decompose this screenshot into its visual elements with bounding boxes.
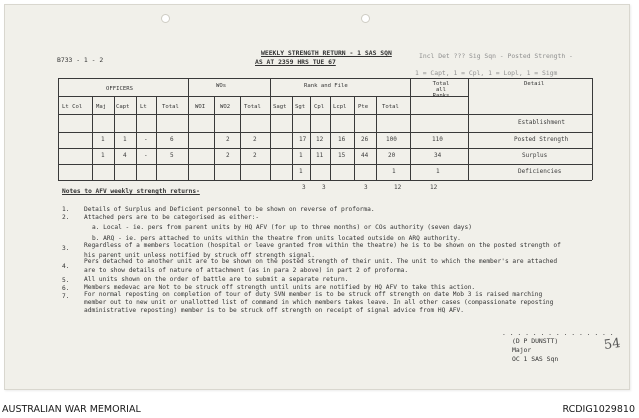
note-num: 3. — [62, 245, 70, 252]
header-officers: OFFICERS — [106, 86, 133, 92]
archive-footer — [0, 401, 639, 418]
cell-posted-wo2: 2 — [226, 136, 230, 143]
note-text: b. ARQ - ie. pers attached to units within the theatre from units located outside on ARQ authority. — [92, 235, 461, 242]
header-rank-file: Rank and File — [304, 83, 348, 89]
cell-deficiencies-all-ranks: 1 — [436, 168, 440, 175]
cell-surplus-pte: 44 — [361, 152, 369, 159]
note-text: administrative reposting) member is to be struck off strength on receipt of signal advice from HQ AFV. — [84, 307, 464, 314]
notes-heading: Notes to AFV weekly strength returns- — [62, 188, 200, 195]
document-title-date: AS AT 2359 HRS TUE 67 — [255, 58, 336, 66]
note-num: 5. — [62, 277, 70, 284]
cell-surplus-all-ranks: 34 — [434, 152, 442, 159]
header-wos: WOs — [216, 83, 227, 89]
note-num: 7. — [62, 293, 70, 300]
col-ssgt: Sagt — [273, 104, 287, 110]
col-wo1: WOI — [195, 104, 206, 110]
header-total-all-ranks: Total all Ranks — [432, 81, 450, 99]
note-num: 6. — [62, 285, 70, 292]
cell-surplus-wo2: 2 — [226, 152, 230, 159]
cell-posted-all-ranks: 110 — [432, 136, 443, 143]
bottom-mark: 12 — [394, 184, 402, 191]
cell-surplus-sgt: 1 — [299, 152, 303, 159]
cell-posted-rank-total: 100 — [386, 136, 397, 143]
note-text: member out to new unit or unallotted list of command in which members takes leave. In all other cases (compassionate reposting — [84, 299, 554, 306]
col-lt-col: Lt Col — [62, 104, 83, 110]
note-num: 2. — [62, 214, 70, 221]
note-text: are to show details of nature of attachment (as in para 2 above) in part 2 of proforma. — [84, 267, 409, 274]
cell-surplus-capt: 4 — [123, 152, 127, 159]
bottom-mark: 3 — [322, 184, 326, 191]
cell-posted-pte: 26 — [361, 136, 369, 143]
note-num: 4. — [62, 263, 70, 270]
cell-posted-lcpl: 16 — [338, 136, 346, 143]
col-lcpl: Lcpl — [333, 104, 347, 110]
note-text: All units shown on the order of battle are to submit a separate return. — [84, 276, 349, 283]
col-maj: Maj — [96, 104, 107, 110]
row-detail-posted-strength: Posted Strength — [514, 136, 569, 143]
handwritten-page-mark: 54 — [602, 335, 622, 354]
cell-posted-lt: - — [144, 136, 148, 143]
col-sgt: Sgt — [295, 104, 306, 110]
cell-surplus-wos-total: 2 — [253, 152, 257, 159]
cell-posted-cpl: 12 — [316, 136, 324, 143]
cell-posted-wos-total: 2 — [253, 136, 257, 143]
cell-surplus-rank-total: 20 — [388, 152, 396, 159]
note-num: 1. — [62, 206, 70, 213]
signature-role: OC 1 SAS Sqn — [512, 355, 559, 363]
cell-posted-sgt: 17 — [299, 136, 307, 143]
cell-surplus-lt: - — [144, 152, 148, 159]
note-text: Pers detached to another unit are to be shown on the posted strength of their unit. The unit to which the member's are attached — [84, 258, 558, 265]
cell-posted-capt: 1 — [123, 136, 127, 143]
col-capt: Capt — [116, 104, 130, 110]
col-pte: Pte — [358, 104, 369, 110]
bottom-mark: 12 — [430, 184, 438, 191]
punch-hole-left — [161, 14, 170, 23]
row-detail-surplus: Surplus — [522, 152, 548, 159]
cell-posted-maj: 1 — [101, 136, 105, 143]
col-officers-total: Total — [162, 104, 179, 110]
note-text: a. Local - ie. pers from parent units by HQ AFV (for up to three months) or COs authority (seven days) — [92, 224, 472, 231]
document-title: WEEKLY STRENGTH RETURN - 1 SAS SQN — [261, 49, 392, 57]
bottom-mark: 3 — [302, 184, 306, 191]
header-detail: Detail — [524, 81, 545, 87]
signature-dots: . . . . . . . . . . . . . . . — [502, 329, 614, 337]
note-text: Members medevac are Not to be struck off strength until units are notified by HQ AFV to take this action. — [84, 284, 476, 291]
cell-surplus-lcpl: 15 — [338, 152, 346, 159]
bottom-mark: 3 — [364, 184, 368, 191]
note-text: Details of Surplus and Deficient personnel to be shown on reverse of proforma. — [84, 206, 375, 213]
col-lt: Lt — [140, 104, 147, 110]
note-text: For normal reposting on completion of tour of duty SVN member is to be struck off strength on date Mob 3 is raised marching — [84, 291, 543, 298]
cell-surplus-maj: 1 — [101, 152, 105, 159]
faint-header-note-2: 1 = Capt, 1 = Cpl, 1 = Lopl, 1 = Sigm — [415, 69, 558, 77]
cell-surplus-cpl: 11 — [316, 152, 324, 159]
signature-name: (D P DUNSTT) — [512, 337, 559, 345]
col-wo2: WO2 — [220, 104, 231, 110]
row-detail-deficiencies: Deficiencies — [518, 168, 562, 175]
cell-deficiencies-rank-total: 1 — [392, 168, 396, 175]
signature-rank: Major — [512, 346, 532, 354]
row-detail-establishment: Establishment — [518, 119, 565, 126]
col-wos-total: Total — [244, 104, 261, 110]
cell-deficiencies-sgt: 1 — [299, 168, 303, 175]
note-text: his parent unit unless notified by struck off strength signal. — [84, 252, 315, 259]
archive-record-id: RCDIG1029810 — [562, 404, 635, 415]
col-rank-total: Total — [382, 104, 399, 110]
col-cpl: Cpl — [314, 104, 325, 110]
cell-posted-officers-total: 6 — [170, 136, 174, 143]
note-text: Attached pers are to be categorised as either:- — [84, 214, 260, 221]
note-text: Regardless of a members location (hospital or leave granted from within the theatre) he is to be shown on the posted strength of — [84, 242, 561, 249]
faint-header-note: Incl Det ??? Sig Sqn - Posted Strength - — [419, 52, 573, 60]
punch-hole-right — [361, 14, 370, 23]
cell-surplus-officers-total: 5 — [170, 152, 174, 159]
archive-name: AUSTRALIAN WAR MEMORIAL — [2, 404, 141, 415]
document-reference: B733 - 1 - 2 — [57, 56, 104, 64]
